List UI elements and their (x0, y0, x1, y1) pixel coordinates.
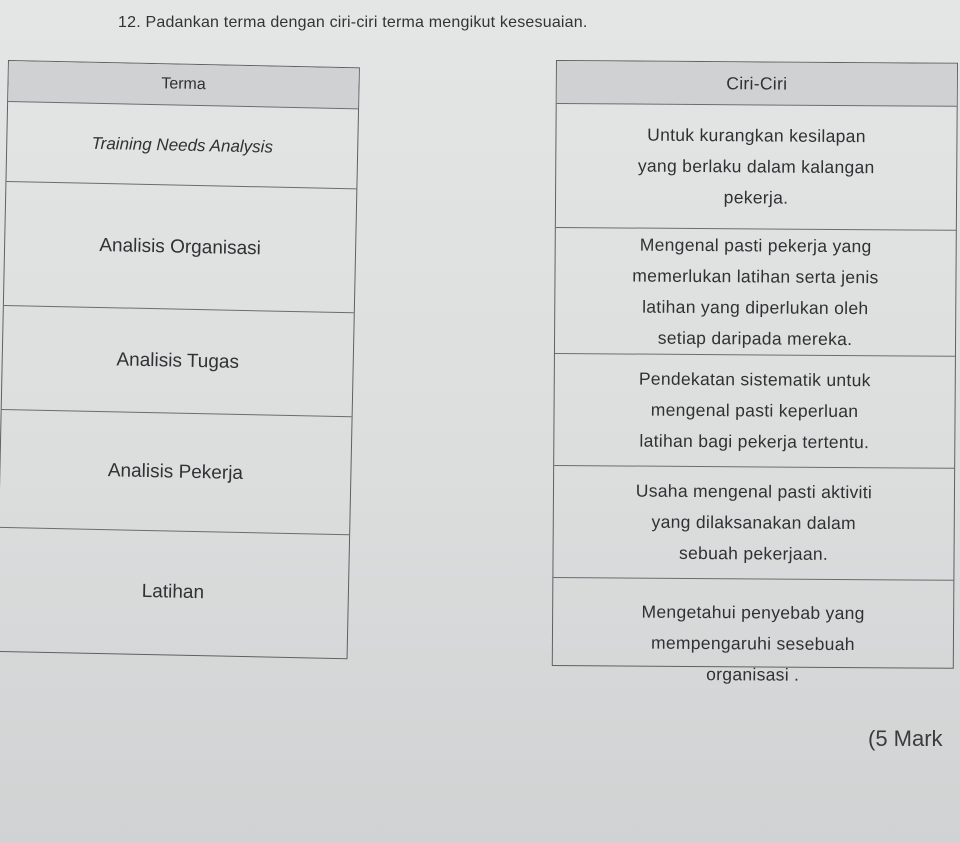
ciri-row-2 (555, 227, 956, 356)
ciri-row-2-line-4: setiap daripada mereka. (657, 327, 853, 349)
ciri-row-1 (556, 103, 957, 230)
ciri-row-5-line-2: mempengaruhi sesebuah (650, 632, 855, 655)
ciri-ciri-header: Ciri-Ciri (557, 61, 957, 106)
ciri-row-5 (552, 577, 953, 710)
ciri-row-3-line-2: mengenal pasti keperluan (650, 399, 859, 422)
ciri-row-3-line-3: latihan bagi pekerja tertentu. (639, 430, 870, 453)
ciri-row-4-line-1: Usaha mengenal pasti aktiviti (635, 480, 873, 503)
marks-label: (5 Mark (868, 726, 943, 751)
ciri-ciri-table (552, 60, 958, 685)
ciri-row-2-line-2: memerlukan latihan serta jenis (632, 265, 879, 287)
terma-table (0, 60, 360, 659)
ciri-row-1-line-1: Untuk kurangkan kesilapan (647, 124, 866, 147)
terma-row-4: Analisis Pekerja (0, 409, 352, 534)
ciri-row-4 (553, 465, 954, 580)
ciri-row-2-line-3: latihan yang diperlukan oleh (642, 296, 869, 318)
ciri-row-3 (554, 353, 955, 468)
ciri-row-5-line-1: Mengetahui penyebab yang (641, 601, 865, 624)
ciri-row-1-line-2: yang berlaku dalam kalangan (637, 155, 875, 178)
terma-row-3: Analisis Tugas (2, 305, 354, 416)
ciri-row-5-line-3: organisasi . (706, 664, 800, 685)
ciri-row-1-line-3: pekerja. (723, 187, 789, 208)
terma-row-2: Analisis Organisasi (4, 181, 357, 312)
terma-header: Terma (8, 61, 359, 108)
question-title: 12. Padankan terma dengan ciri-ciri terma mengikut kesesuaian. (118, 14, 588, 31)
ciri-row-3-line-1: Pendekatan sistematik untuk (638, 368, 871, 391)
ciri-row-4-line-3: sebuah pekerjaan. (678, 542, 829, 564)
ciri-row-2-line-1: Mengenal pasti pekerja yang (639, 234, 872, 256)
terma-row-5: Latihan (0, 527, 349, 656)
ciri-row-4-line-2: yang dilaksanakan dalam (651, 511, 857, 534)
terma-row-1: Training Needs Analysis (6, 101, 358, 188)
